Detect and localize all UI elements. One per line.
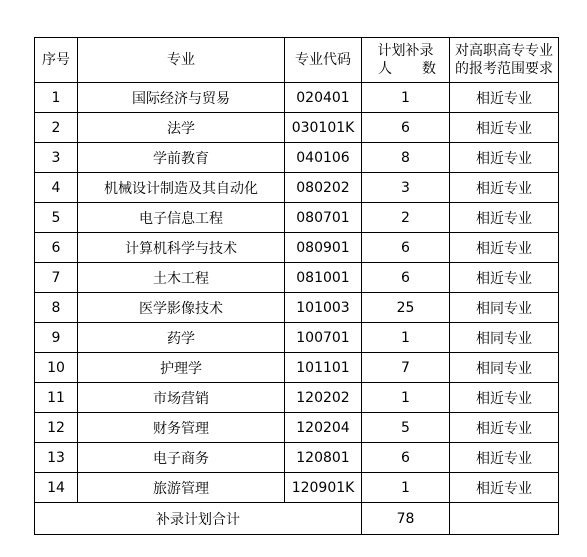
supplementary-admission-plan-table	[34, 37, 559, 535]
header-quota	[362, 38, 450, 83]
cell-code: 081001	[285, 263, 362, 293]
header-quota-line1: 计划补录	[377, 43, 434, 59]
table-row	[35, 113, 559, 143]
table-row	[35, 173, 559, 203]
cell-code: 101101	[285, 353, 362, 383]
cell-seq: 13	[35, 443, 78, 473]
cell-major: 土木工程	[78, 263, 285, 293]
cell-quota: 5	[362, 413, 450, 443]
cell-quota: 6	[362, 113, 450, 143]
cell-requirement: 相同专业	[450, 293, 559, 323]
cell-seq: 5	[35, 203, 78, 233]
cell-quota: 7	[362, 353, 450, 383]
header-requirement-line2: 的报考范围要求	[455, 61, 553, 77]
cell-requirement: 相近专业	[450, 113, 559, 143]
cell-code: 040106	[285, 143, 362, 173]
header-major: 专业	[78, 38, 285, 83]
cell-quota: 6	[362, 263, 450, 293]
total-label: 补录计划合计	[35, 503, 362, 535]
header-row	[35, 38, 559, 83]
cell-seq: 9	[35, 323, 78, 353]
table-row	[35, 413, 559, 443]
cell-code: 030101K	[285, 113, 362, 143]
header-quota-line2-right: 数	[422, 61, 436, 77]
cell-requirement: 相近专业	[450, 413, 559, 443]
cell-requirement: 相近专业	[450, 263, 559, 293]
cell-major: 药学	[78, 323, 285, 353]
cell-major: 电子信息工程	[78, 203, 285, 233]
cell-requirement: 相近专业	[450, 203, 559, 233]
cell-quota: 6	[362, 443, 450, 473]
cell-major: 机械设计制造及其自动化	[78, 173, 285, 203]
cell-major: 财务管理	[78, 413, 285, 443]
cell-requirement: 相近专业	[450, 473, 559, 503]
cell-requirement: 相同专业	[450, 353, 559, 383]
cell-code: 020401	[285, 83, 362, 113]
table-row	[35, 353, 559, 383]
cell-code: 080202	[285, 173, 362, 203]
table-row	[35, 443, 559, 473]
cell-quota: 1	[362, 323, 450, 353]
cell-seq: 4	[35, 173, 78, 203]
header-quota-line2-left: 人	[378, 61, 392, 77]
header-requirement-line1: 对高职高专专业	[455, 43, 553, 59]
cell-seq: 14	[35, 473, 78, 503]
total-empty-cell	[450, 503, 559, 535]
cell-requirement: 相近专业	[450, 383, 559, 413]
cell-seq: 8	[35, 293, 78, 323]
cell-major: 护理学	[78, 353, 285, 383]
cell-quota: 8	[362, 143, 450, 173]
cell-seq: 11	[35, 383, 78, 413]
cell-major: 医学影像技术	[78, 293, 285, 323]
cell-seq: 2	[35, 113, 78, 143]
cell-seq: 3	[35, 143, 78, 173]
table-row	[35, 323, 559, 353]
cell-requirement: 相近专业	[450, 233, 559, 263]
cell-seq: 7	[35, 263, 78, 293]
cell-major: 市场营销	[78, 383, 285, 413]
table-row	[35, 293, 559, 323]
cell-seq: 12	[35, 413, 78, 443]
table-row	[35, 143, 559, 173]
cell-code: 120801	[285, 443, 362, 473]
header-quota-line2	[362, 60, 449, 78]
table-body	[35, 83, 559, 503]
table-row	[35, 233, 559, 263]
cell-code: 120204	[285, 413, 362, 443]
header-code: 专业代码	[285, 38, 362, 83]
total-value: 78	[362, 503, 450, 535]
cell-quota: 2	[362, 203, 450, 233]
table-row	[35, 203, 559, 233]
cell-requirement: 相同专业	[450, 323, 559, 353]
table-row	[35, 383, 559, 413]
cell-requirement: 相近专业	[450, 143, 559, 173]
cell-requirement: 相近专业	[450, 83, 559, 113]
cell-requirement: 相近专业	[450, 443, 559, 473]
cell-code: 080701	[285, 203, 362, 233]
cell-major: 法学	[78, 113, 285, 143]
cell-major: 学前教育	[78, 143, 285, 173]
cell-seq: 6	[35, 233, 78, 263]
cell-quota: 1	[362, 383, 450, 413]
cell-code: 080901	[285, 233, 362, 263]
cell-seq: 1	[35, 83, 78, 113]
header-requirement	[450, 38, 559, 83]
cell-code: 101003	[285, 293, 362, 323]
table-row	[35, 473, 559, 503]
cell-code: 100701	[285, 323, 362, 353]
cell-major: 国际经济与贸易	[78, 83, 285, 113]
cell-quota: 3	[362, 173, 450, 203]
cell-code: 120202	[285, 383, 362, 413]
header-seq: 序号	[35, 38, 78, 83]
cell-quota: 1	[362, 83, 450, 113]
cell-quota: 6	[362, 233, 450, 263]
table-row	[35, 263, 559, 293]
cell-quota: 1	[362, 473, 450, 503]
cell-major: 旅游管理	[78, 473, 285, 503]
total-row	[35, 503, 559, 535]
cell-major: 电子商务	[78, 443, 285, 473]
cell-major: 计算机科学与技术	[78, 233, 285, 263]
table-row	[35, 83, 559, 113]
cell-quota: 25	[362, 293, 450, 323]
cell-requirement: 相近专业	[450, 173, 559, 203]
cell-seq: 10	[35, 353, 78, 383]
cell-code: 120901K	[285, 473, 362, 503]
